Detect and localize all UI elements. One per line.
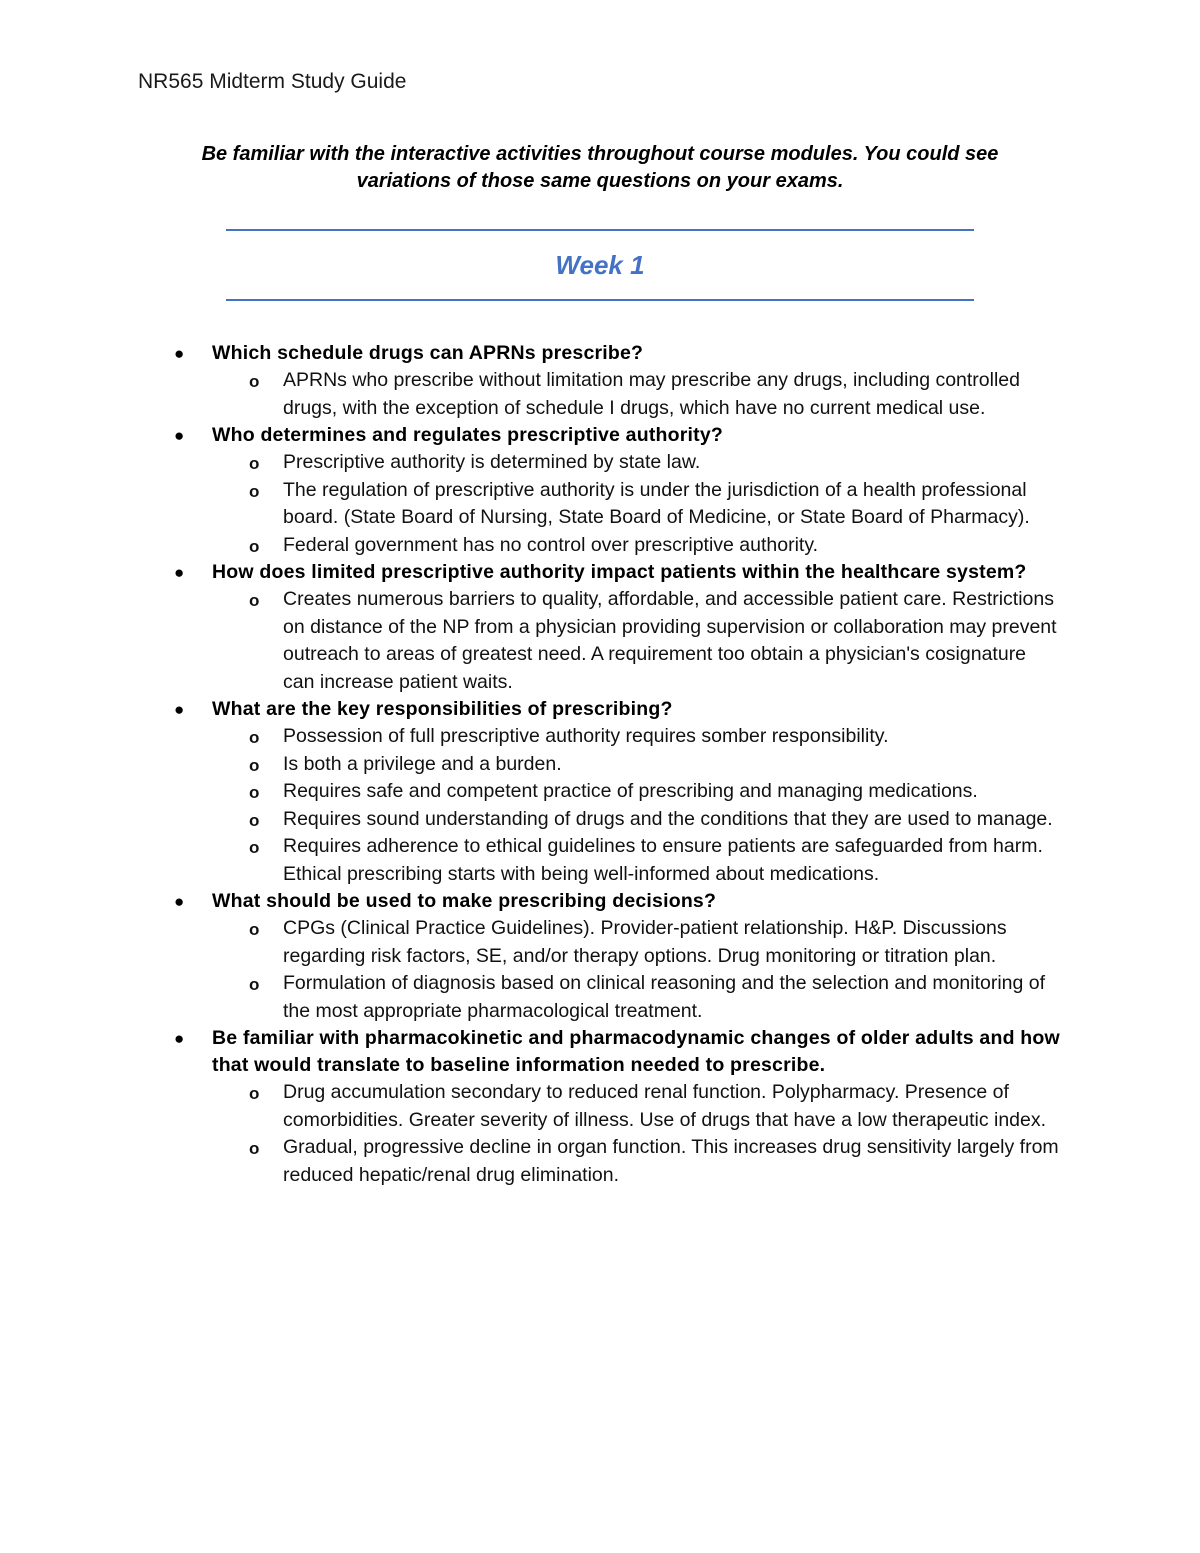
bullet-icon: ● [174,892,185,911]
question-text: Which schedule drugs can APRNs prescribe? [212,342,644,364]
answer-text: Requires sound understanding of drugs and the conditions that they are used to manage. [283,807,1053,830]
bullet-icon: ● [174,700,185,719]
answer-marker-icon: o [249,591,260,610]
answer-marker-icon: o [249,920,260,939]
answer-item [0,970,1200,1025]
answer-marker-icon: o [249,1084,260,1103]
answer-text: Creates numerous barriers to quality, affordable, and accessible patient care. Restrictions on distance of the NP from a physician providing supervision or collaboration may prevent outreach to areas of greatest need. A requirement too obtain a physician's cosignature can increase patient waits. [283,588,1057,693]
answer-item [0,449,1200,477]
answer-item [0,1079,1200,1134]
intro-line-2: variations of those same questions on your exams. [356,170,844,192]
intro-line-1: Be familiar with the interactive activities throughout course modules. You could see [201,143,999,165]
answer-text: APRNs who prescribe without limitation may prescribe any drugs, including controlled drugs, with the exception of schedule I drugs, which have no current medical use. [283,369,1021,419]
question-item [0,422,1200,449]
question-text: What should be used to make prescribing decisions? [212,890,717,912]
answer-text: CPGs (Clinical Practice Guidelines). Provider-patient relationship. H&P. Discussions regarding risk factors, SE, and/or therapy options. Drug monitoring or titration plan. [283,917,1007,967]
answer-item [0,806,1200,834]
answer-marker-icon: o [249,810,260,830]
answer-text: Formulation of diagnosis based on clinical reasoning and the selection and monitoring of the most appropriate pharmacological treatment. [283,972,1046,1022]
answer-text: Possession of full prescriptive authority requires somber responsibility. [283,725,889,747]
divider-bottom [226,299,974,301]
bullet-icon: ● [174,344,185,363]
answer-item [0,751,1200,779]
question-text: What are the key responsibilities of prescribing? [212,698,673,720]
answer-text: Requires safe and competent practice of prescribing and managing medications. [283,780,978,802]
answer-marker-icon: o [249,536,260,556]
answer-item [0,367,1200,422]
answer-item [0,532,1200,560]
question-list [0,340,1200,1189]
answer-marker-icon: o [249,783,260,802]
answer-marker-icon: o [249,755,260,775]
question-text: How does limited prescriptive authority impact patients within the healthcare system? [212,561,1027,583]
question-item [0,696,1200,723]
answer-marker-icon: o [249,975,260,994]
intro-note [150,141,1050,195]
answer-marker-icon: o [249,1139,260,1158]
question-item [0,888,1200,915]
question-text: Be familiar with pharmacokinetic and pharmacodynamic changes of older adults and how that would translate to baseline information needed to prescribe. [212,1027,1060,1076]
answer-text: Prescriptive authority is determined by state law. [283,451,701,473]
answer-text: The regulation of prescriptive authority is under the jurisdiction of a health professional board. (State Board of Nursing, State Board of Medicine, or State Board of Pharmacy). [283,478,1030,528]
question-item [0,1025,1200,1079]
answer-item [0,833,1200,888]
document-header: NR565 Midterm Study Guide [138,70,407,93]
answer-marker-icon: o [249,838,260,857]
answer-text: Gradual, progressive decline in organ function. This increases drug sensitivity largely from reduced hepatic/renal drug elimination. [283,1136,1059,1186]
bullet-icon: ● [174,563,185,582]
answer-item [0,477,1200,532]
answer-text: Is both a privilege and a burden. [283,752,562,775]
answer-item [0,723,1200,751]
question-text: Who determines and regulates prescriptive authority? [212,424,724,446]
answer-item [0,915,1200,970]
answer-text: Requires adherence to ethical guidelines to ensure patients are safeguarded from harm. Ethical prescribing starts with being well-informed about medications. [283,835,1043,885]
question-item [0,340,1200,367]
answer-marker-icon: o [249,372,260,391]
divider-top [226,229,974,231]
question-item [0,559,1200,586]
bullet-icon: ● [174,1029,185,1048]
answer-marker-icon: o [249,454,260,473]
answer-marker-icon: o [249,481,260,501]
answer-text: Drug accumulation secondary to reduced renal function. Polypharmacy. Presence of comorbidities. Greater severity of illness. Use of drugs that have a low therapeutic index. [283,1081,1047,1131]
answer-item [0,586,1200,696]
answer-marker-icon: o [249,728,260,747]
answer-item [0,778,1200,806]
week-title: Week 1 [555,250,645,280]
answer-text: Federal government has no control over prescriptive authority. [283,533,819,556]
bullet-icon: ● [174,426,185,445]
answer-item [0,1134,1200,1189]
